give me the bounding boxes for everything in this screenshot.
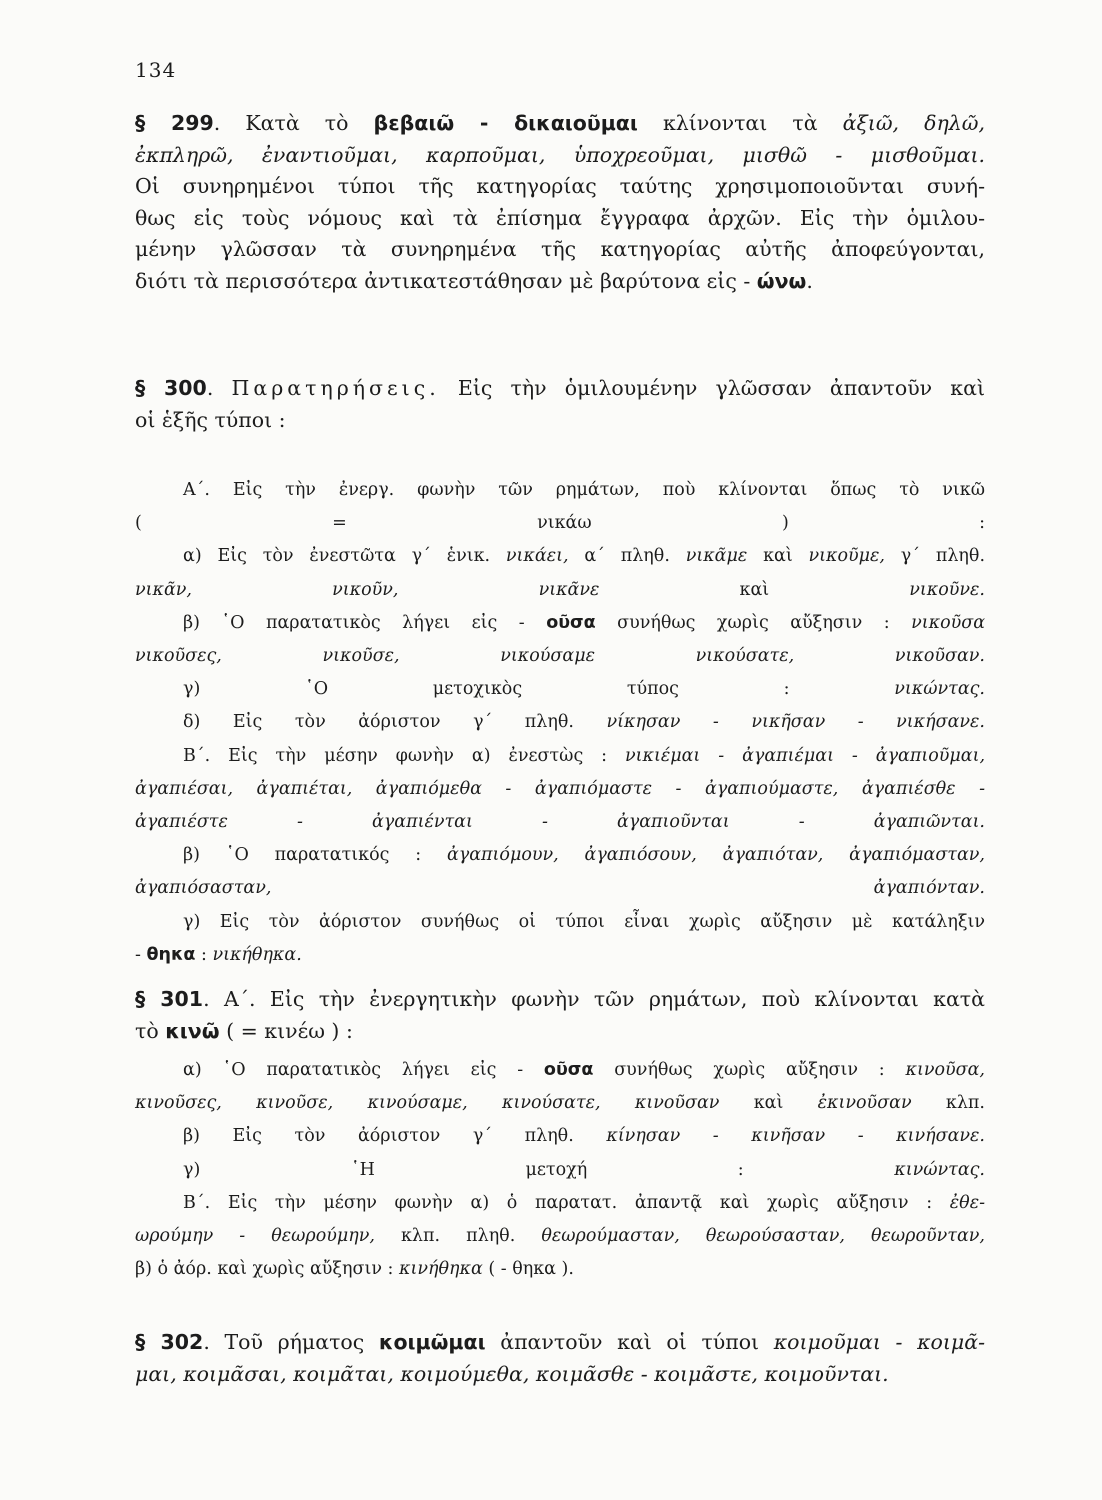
text-line xyxy=(135,906,985,939)
text-run: β) Εἰς τὸν ἀόριστον γ΄ πληθ. xyxy=(183,1126,607,1147)
italic-word-form: μαι, κοιμᾶσαι, κοιμᾶται, κοιμούμεθα, κοιμᾶσθε - κοιμᾶστε, κοιμοῦνται. xyxy=(135,1361,889,1386)
text-run: ἀπαντοῦν καὶ οἱ τύποι xyxy=(485,1330,774,1354)
italic-word-form: νικιέμαι - ἀγαπιέμαι - ἀγαπιοῦμαι, xyxy=(625,745,986,766)
text-run: τὸ xyxy=(135,1018,166,1043)
text-line xyxy=(135,1054,985,1087)
text-run: Β΄. Εἰς τὴν μέσην φωνὴν α) ὁ παρατατ. ἀπαντᾷ καὶ χωρὶς αὔξησιν : xyxy=(183,1192,950,1213)
italic-word-form: νίκησαν - νικῆσαν - νικήσανε. xyxy=(606,712,985,733)
text-line xyxy=(135,806,985,839)
text-line xyxy=(135,507,985,540)
text-run: ( = κινέω ) : xyxy=(219,1018,353,1043)
text-run: γ΄ πληθ. xyxy=(885,546,986,567)
bold-ending: οῦσα xyxy=(543,1060,594,1080)
text-line xyxy=(135,706,985,739)
italic-word-form: ἀγαπιόσασταν, ἀγαπιόνταν. xyxy=(135,878,985,899)
section-number: § 300 xyxy=(135,376,207,400)
text-run: α΄ πληθ. xyxy=(568,546,686,567)
italic-word-form: ἐθε- xyxy=(949,1192,985,1213)
text-run: κλπ. πληθ. xyxy=(374,1226,542,1247)
italic-word-form: ἀγαπιέστε - ἀγαπιένται - ἀγαπιοῦνται - ἀγαπιῶνται. xyxy=(135,812,985,833)
italic-word-form: κινήθηκα xyxy=(399,1259,483,1280)
text-line xyxy=(135,540,985,573)
text-run: α) Εἰς τὸν ἐνεστῶτα γ΄ ἑνικ. xyxy=(183,546,506,567)
bold-ending: θηκα xyxy=(146,944,196,965)
italic-word-form: ἀγαπιόμουν, ἀγαπιόσουν, ἀγαπιόταν, ἀγαπιόμασταν, xyxy=(446,845,985,866)
italic-word-form: ἐκπληρῶ, ἐναντιοῦμαι, καρποῦμαι, ὑποχρεοῦμαι, μισθῶ - μισθοῦμαι. xyxy=(135,142,985,167)
text-run: . Α΄. Εἰς τὴν ἐνεργητικὴν φωνὴν τῶν ρημάτων, ποὺ κλίνονται κατὰ xyxy=(203,987,985,1011)
bold-ending: κινῶ xyxy=(165,1018,220,1043)
text-line xyxy=(135,1359,985,1391)
italic-word-form: ἀξιῶ, δηλῶ, xyxy=(842,111,985,135)
text-run: δ) Εἰς τὸν ἀόριστον γ΄ πληθ. xyxy=(183,712,607,733)
text-line xyxy=(135,640,985,673)
text-run: οἱ ἑξῆς τύποι : xyxy=(135,407,286,432)
text-run: καὶ xyxy=(599,579,910,600)
text-line xyxy=(135,234,985,266)
section-301-heading xyxy=(135,984,985,1047)
section-number: § 299 xyxy=(135,111,214,135)
text-run: γ) ῾Η μετοχή : xyxy=(183,1159,895,1180)
italic-word-form: θεωρούμασταν, θεωρούσασταν, θεωροῦνταν, xyxy=(541,1226,985,1247)
text-run: Εἰς τὴν ὁμιλουμένην γλῶσσαν ἀπαντοῦν καὶ xyxy=(439,376,985,400)
italic-word-form: κίνησαν - κινῆσαν - κινήσανε. xyxy=(606,1126,985,1147)
italic-word-form: ἐκινοῦσαν xyxy=(817,1093,912,1114)
text-run: Β΄. Εἰς τὴν μέσην φωνὴν α) ἐνεστὼς : xyxy=(183,745,626,766)
section-number: § 301 xyxy=(135,987,204,1011)
text-run: μένην γλῶσσαν τὰ συνηρημένα τῆς κατηγορίας αὐτῆς ἀποφεύγονται, xyxy=(135,237,985,261)
section-299 xyxy=(135,108,985,297)
section-300-heading xyxy=(135,373,985,436)
text-line xyxy=(135,1154,985,1187)
text-line xyxy=(135,373,985,405)
italic-word-form: κοιμοῦμαι - κοιμᾶ- xyxy=(773,1330,986,1354)
text-line xyxy=(135,1087,985,1120)
italic-word-form: νικᾶμε xyxy=(685,546,748,567)
text-line xyxy=(135,1220,985,1253)
italic-word-form: κινοῦσα, xyxy=(905,1060,985,1080)
text-run: Α΄. Εἰς τὴν ἐνεργ. φωνὴν τῶν ρημάτων, ποὺ κλίνονται ὅπως τὸ νικῶ xyxy=(183,480,985,500)
text-run: διότι τὰ περισσότερα ἀντικατεστάθησαν μὲ βαρύτονα εἰς - xyxy=(135,268,757,293)
text-line xyxy=(135,1253,985,1286)
text-run: ( - θηκα ). xyxy=(482,1259,574,1280)
italic-word-form: ἀγαπιέσαι, ἀγαπιέται, ἀγαπιόμεθα - ἀγαπιόμαστε - ἀγαπιούμαστε, ἀγαπιέσθε - xyxy=(135,778,985,799)
italic-word-form: νικάει, xyxy=(505,546,569,567)
text-line xyxy=(135,839,985,872)
text-line xyxy=(135,1327,985,1359)
text-line xyxy=(135,607,985,640)
text-line xyxy=(135,1016,985,1048)
italic-word-form: νικᾶν, νικοῦν, νικᾶνε xyxy=(135,579,600,600)
text-line xyxy=(135,171,985,203)
bold-ending: οῦσα xyxy=(546,612,596,633)
text-run: καὶ xyxy=(747,546,809,567)
text-line xyxy=(135,773,985,806)
italic-word-form: κινοῦσες, κινοῦσε, κινούσαμε, κινούσατε, κινοῦσαν xyxy=(135,1093,720,1114)
text-run: . Κατὰ τὸ xyxy=(213,111,374,135)
text-line xyxy=(135,574,985,607)
italic-word-form: νικοῦνε. xyxy=(909,579,985,600)
text-line xyxy=(135,266,985,298)
text-run: β) ῾Ο παρατατικὸς λήγει εἰς - xyxy=(183,612,547,633)
text-line xyxy=(135,872,985,905)
section-number: § 302 xyxy=(135,1330,204,1354)
italic-word-form: κινώντας. xyxy=(894,1159,985,1180)
section-302 xyxy=(135,1327,985,1390)
text-run: συνήθως χωρὶς αὔξησιν : xyxy=(595,612,912,633)
section-300-body xyxy=(135,474,985,972)
bold-ending: κοιμῶμαι xyxy=(378,1330,486,1354)
text-run: Οἱ συνηρημένοι τύποι τῆς κατηγορίας ταύτης χρησιμοποιοῦνται συνή- xyxy=(135,174,985,198)
text-line xyxy=(135,1120,985,1153)
italic-word-form: νικοῦμε, xyxy=(808,546,885,567)
text-run: κλίνονται τὰ xyxy=(637,111,843,135)
text-run: κλπ. xyxy=(911,1093,985,1114)
text-run: ( = νικάω ) : xyxy=(135,513,985,534)
text-run: β) ὁ ἀόρ. καὶ χωρὶς αὔξησιν : xyxy=(135,1259,399,1280)
text-run: θως εἰς τοὺς νόμους καὶ τὰ ἐπίσημα ἔγγραφα ἀρχῶν. Εἰς τὴν ὁμιλου- xyxy=(135,205,985,230)
text-line xyxy=(135,140,985,172)
text-run: : xyxy=(195,944,213,965)
text-line xyxy=(135,939,985,972)
text-run: . xyxy=(206,376,232,400)
text-line xyxy=(135,673,985,706)
text-run: α) ῾Ο παρατατικὸς λήγει εἰς - xyxy=(183,1060,544,1080)
text-line xyxy=(135,1187,985,1220)
bold-ending: βεβαιῶ - δικαιοῦμαι xyxy=(373,111,638,135)
text-run: συνήθως χωρὶς αὔξησιν : xyxy=(593,1060,906,1080)
text-line xyxy=(135,108,985,140)
italic-word-form: νικοῦσες, νικοῦσε, νικούσαμε νικούσατε, νικοῦσαν. xyxy=(135,646,985,667)
text-run: . xyxy=(806,268,813,293)
text-line xyxy=(135,984,985,1016)
italic-word-form: ωρούμην - θεωρούμην, xyxy=(135,1226,375,1247)
text-line xyxy=(135,474,985,507)
text-run: . Τοῦ ρήματος xyxy=(203,1330,379,1354)
text-line xyxy=(135,740,985,773)
text-run: γ) Εἰς τὸν ἀόριστον συνήθως οἱ τύποι εἶναι χωρὶς αὔξησιν μὲ κατάληξιν xyxy=(183,911,985,932)
italic-word-form: νικήθηκα. xyxy=(212,944,302,965)
spaced-heading: Παρατηρήσεις. xyxy=(231,376,440,400)
italic-word-form: νικώντας. xyxy=(894,679,985,700)
text-line xyxy=(135,405,985,437)
text-run: - xyxy=(135,944,147,965)
italic-word-form: νικοῦσα xyxy=(911,612,986,633)
bold-ending: ώνω xyxy=(756,268,807,293)
section-301-body xyxy=(135,1054,985,1286)
text-run: γ) ῾Ο μετοχικὸς τύπος : xyxy=(183,679,895,700)
text-line xyxy=(135,203,985,235)
text-run: β) ῾Ο παρατατικός : xyxy=(183,845,447,866)
text-run: καὶ xyxy=(719,1093,818,1114)
page-number: 134 xyxy=(135,58,177,82)
